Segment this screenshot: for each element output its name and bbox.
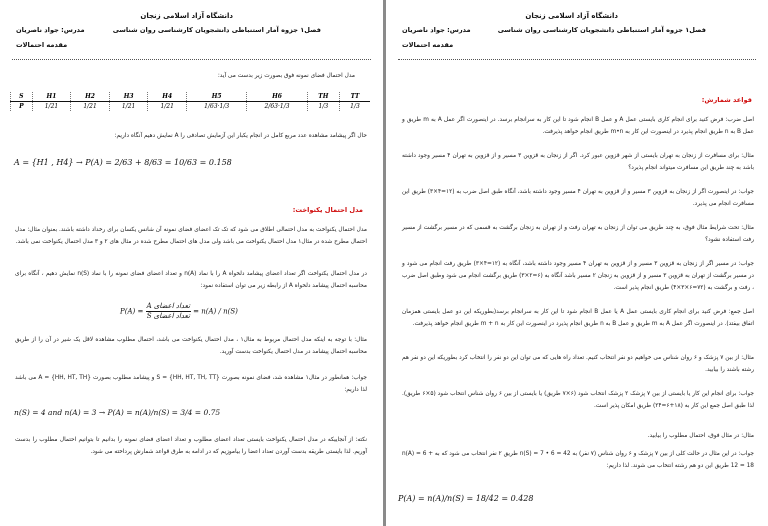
row-label-p: P bbox=[11, 102, 33, 112]
note-text: نکته: از آنجاییکه در مدل احتمال یکنواخت بایستی تعداد اعضای مطلوب و تعداد اعضای فضای نمونه را بدانیم تا بتوانیم احتمال مطلوب را بدست آوریم. لذا بایستی طریقه بدست آوردن تعداد اعضا را بیاموزیم که در ادامه به طرق قواعد شمارش پرداخته می شود. bbox=[15, 437, 367, 455]
document-page-right bbox=[386, 0, 768, 526]
prob-h3: 1/21 bbox=[109, 102, 148, 112]
addition-rule: اصل جمع: فرض کنید برای انجام کاری بایستی عمل A یا عمل B انجام شود تا این کار به سرانجام برسد(بطوریکه این دو عمل بایستی همزمان اتفاق بیفتد). در اینصورت اگر عمل A به m طریق و عمل B به n طریق انجام پذیرد در اینصورت این کار به m + n طریق انجام خواهد پذیرفت. bbox=[402, 309, 754, 327]
outcome-h6: H6 bbox=[247, 92, 307, 102]
prob-h2: 1/21 bbox=[71, 102, 110, 112]
multiplication-rule: اصل ضرب: فرض کنید برای انجام کاری بایستی عمل A و عمل B انجام شود تا این کار به سرانجام برسد. در اینصورت اگر عمل A به m طریق و عمل B به n طریق انجام پذیرد در اینصورت این کار به m•n طریق انجام خواهد پذیرفت. bbox=[402, 117, 755, 135]
answer-text: جواب: همانطور در مثال۱ مشاهده شد، فضای نمونه بصورت S = {HH, HT, TH, TT} و پیشامد مطلوب بصورت A = {HH, HT, TH} می باشد لذا داریم: bbox=[15, 375, 368, 393]
prob-th: 1/3 bbox=[307, 102, 339, 112]
outcome-h5: H5 bbox=[187, 92, 247, 102]
uniform-model-paragraph: مدل احتمال یکنواخت به مدل احتمالی اطلاق می شود که تک تک اعضای فضای نمونه آن شانس یکسان برای رخداد داشته باشند. بعنوان مثال: مدل احتمال مطرح شده در مثال۱ مدل احتمال یکنواخت می باشد ولی مدل های احتمال مطرح شده در مثال های ۲ و ۳ مدل احتمال یکنواخت نمی باشد. bbox=[15, 227, 367, 245]
example-4: مثال: در مثال فوق، احتمال مطلوب را بیابید. bbox=[647, 433, 754, 439]
example-3: مثال: از بین ۷ پزشک و ۶ روان شناس می خواهیم دو نفر انتخاب کنیم. تعداد راه هایی که می توان این دو نفر را انتخاب کرد بطوریکه این دو نفر هم رشته باشند را بیابید. bbox=[402, 355, 755, 373]
formula-rhs: = n(A) / n(S) bbox=[193, 307, 238, 316]
answer-2: جواب: در مسیر اگر از زنجان به قزوین ۳ مسیر و از قزوین به تهران ۴ مسیر وجود داشته باشد، آنگاه به (۱۲=۴×۳) طریق رفت انجام می شود و در مسیر برگشت از تهران به قزوین ۳ مسیر و از قزوین به زنجان ۲ مسیر باشد آنگاه به (۶=۲×۳) طریق برگشت انجام می شود وطبق اصل ضرب ، رفت و برگشت به (۷۲=۶×۳×۴) طریق انجام پذیر است. bbox=[402, 261, 755, 291]
topic-title: مقدمه احتمالات bbox=[16, 41, 68, 49]
example-2: مثال: تحت شرایط مثال فوق، به چند طریق می توان از زنجان به تهران رفت و از تهران به زنجان برگشت به قسمی که در مسیر برگشت از مسیر رفت استفاده نشود؟ bbox=[402, 225, 754, 243]
formula-uniform-probability bbox=[120, 302, 238, 321]
document-page-left bbox=[0, 0, 383, 526]
example-1: مثال: برای مسافرت از زنجان به تهران بایستی از شهر قزوین عبور کرد. اگر از زنجان به قزوین ۳ مسیر و از قزوین به تهران ۴ مسیر وجود داشته باشد به چند طریق این مسافرت میتواند انجام پذیرد؟ bbox=[402, 153, 755, 171]
page-header bbox=[386, 0, 768, 62]
outcome-h4: H4 bbox=[148, 92, 187, 102]
uniform-probability-paragraph: در مدل احتمال یکنواخت اگر تعداد اعضای پیشامد دلخواه A را با نماد n(A) و تعداد اعضای فضای نمونه را با نماد n(S) نمایش دهیم ، آنگاه برای محاسبه احتمال پیشامد دلخواه A از رابطه زیر می توان استفاده نمود: bbox=[15, 271, 367, 289]
page-header bbox=[0, 0, 383, 62]
formula-coin-probability: n(S) = 4 and n(A) = 3 → P(A) = n(A)/n(S) = 3/4 = 0.75 bbox=[14, 408, 221, 417]
probability-table bbox=[10, 92, 370, 111]
formula-final-probability: P(A) = n(A)/n(S) = 18/42 = 0.428 bbox=[398, 494, 534, 503]
fraction-denominator: S تعداد اعضای bbox=[146, 312, 190, 320]
answer-4: جواب: در این مثال در حالت کلی از بین ۷ پزشک و ۶ روان شناس (۷ نفر) به n(S) = 7 • 6 = 42 طریق ۲ نفر انتخاب می شود که به n(A) = 6 + 12 = 18 طریق این دو هم رشته انتخاب می شوند. لذا داریم: bbox=[401, 451, 754, 469]
outcome-h3: H3 bbox=[109, 92, 148, 102]
formula-event-probability: A = {H1 , H4} → P(A) = 2/63 + 8/63 = 10/63 = 0.158 bbox=[14, 158, 232, 167]
row-label-s: S bbox=[11, 92, 33, 102]
prob-h6: 2/63·1/3 bbox=[247, 102, 307, 112]
answer-3: جواب: برای انجام این کار یا بایستی از بین ۷ پزشک ۲ پزشک انتخاب شود (۶×۷ طریق) یا بایستی از بین ۶ روان شناس انتخاب شود (۵×۶ طریق). لذا طبق اصل جمع این کار به (۱۸+۶=۲۴) طریق امکان پذیر است. bbox=[402, 391, 754, 409]
intro-text: مدل احتمال فضای نمونه فوق بصورت زیر بدست می آید: bbox=[217, 73, 355, 79]
topic-title: مقدمه احتمالات bbox=[402, 41, 454, 49]
outcome-h2: H2 bbox=[71, 92, 110, 102]
chapter-title: فصل۱ جزوه آمار استنباطی دانشجویان کارشناسی روان شناسی bbox=[497, 26, 706, 34]
outcome-h1: H1 bbox=[32, 92, 71, 102]
fraction-count bbox=[146, 302, 191, 321]
example-text: مثال: با توجه به اینکه مدل احتمال مربوط به مثال۱ ، مدل احتمال یکنواخت می باشد، احتمال مطلوب مشاهده لاقل یک شیر در آن را از طریق محاسبه احتمال پیشامد در مدل احتمال یکنواخت بدست آورید. bbox=[15, 337, 367, 355]
chapter-title: فصل۱ جزوه آمار استنباطی دانشجویان کارشناسی روان شناسی bbox=[112, 26, 321, 34]
prob-tt: 1/3 bbox=[340, 102, 371, 112]
uniform-model-heading: مدل احتمال یکنواخت: bbox=[292, 206, 363, 214]
prob-h1: 1/21 bbox=[32, 102, 71, 112]
event-text: حال اگر پیشامد مشاهده عدد مربع کامل در انجام یکبار این آزمایش تصادفی را A نمایش دهیم آنگاه داریم: bbox=[114, 133, 367, 139]
header-divider bbox=[12, 59, 371, 60]
formula-lhs: P(A) = bbox=[120, 307, 144, 316]
university-name: دانشگاه آزاد اسلامی زنجان bbox=[525, 12, 618, 20]
university-name: دانشگاه آزاد اسلامی زنجان bbox=[140, 12, 233, 20]
fraction-numerator: A تعداد اعضای bbox=[146, 302, 190, 310]
outcome-th: TH bbox=[307, 92, 339, 102]
counting-rules-heading: قواعد شمارش: bbox=[701, 96, 752, 104]
teacher-name: مدرس: جواد ناصریان bbox=[402, 26, 471, 34]
outcome-tt: TT bbox=[340, 92, 371, 102]
header-divider bbox=[398, 59, 756, 60]
prob-h5: 1/63·1/3 bbox=[187, 102, 247, 112]
teacher-name: مدرس: جواد ناصریان bbox=[16, 26, 85, 34]
answer-1: جواب: در اینصورت اگر از زنجان به قزوین ۳ مسیر و از قزوین به تهران ۴ مسیر وجود داشته باشد، آنگاه طبق اصل ضرب به (۱۲=۴×۳) طریق این مسافرت انجام می پذیرد. bbox=[402, 189, 755, 207]
prob-h4: 1/21 bbox=[148, 102, 187, 112]
